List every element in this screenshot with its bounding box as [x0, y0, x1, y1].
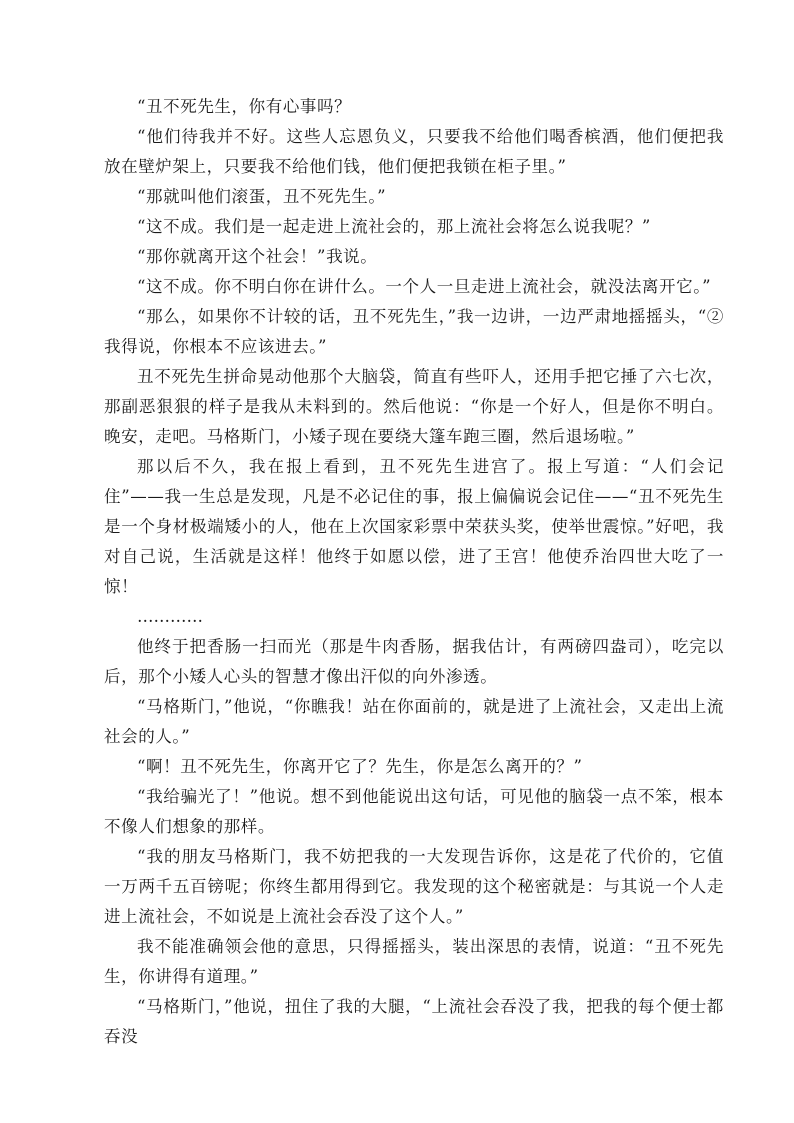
paragraph: “我给骗光了！”他说。想不到他能说出这句话，可见他的脑袋一点不笨，根本不像人们想象的那样。 [104, 787, 724, 836]
paragraph: “丑不死先生，你有心事吗？ [137, 97, 352, 116]
paragraph: 那以后不久，我在报上看到，丑不死先生进宫了。报上写道：“人们会记住”——我一生总是发现，凡是不必记住的事，报上偏偏说会记住——“丑不死先生是一个身材极端矮小的人，他在上次国家彩票中荣获头奖，使举世震惊。”好吧，我对自己说，生活就是这样！他终于如愿以偿，进了王宫！他使乔治四世大吃了一惊！ [104, 457, 724, 596]
paragraph: “我的朋友马格斯门，我不妨把我的一大发现告诉你，这是花了代价的，它值一万两千五百镑呢；你终生都用得到它。我发现的这个秘密就是：与其说一个人走进上流社会，不如说是上流社会吞没了这个人。” [104, 847, 724, 926]
section-break-ellipsis: ………… [137, 607, 203, 626]
paragraph: “他们待我并不好。这些人忘恩负义，只要我不给他们喝香槟酒，他们便把我放在壁炉架上，只要我不给他们钱，他们便把我锁在柜子里。” [104, 127, 724, 176]
paragraph: “啊！丑不死先生，你离开它了？先生，你是怎么离开的？” [137, 757, 583, 776]
paragraph: “这不成。你不明白你在讲什么。一个人一旦走进上流社会，就没法离开它。” [137, 277, 712, 296]
paragraph: 我不能准确领会他的意思，只得摇摇头，装出深思的表情，说道：“丑不死先生，你讲得有道理。” [104, 937, 724, 986]
paragraph: “马格斯门，”他说，“你瞧我！站在你面前的，就是进了上流社会，又走出上流社会的人。” [104, 697, 724, 746]
paragraph: 他终于把香肠一扫而光（那是牛肉香肠，据我估计，有两磅四盎司），吃完以后，那个小矮人心头的智慧才像出汗似的向外渗透。 [104, 637, 724, 686]
paragraph: 丑不死先生拼命晃动他那个大脑袋，简直有些吓人，还用手把它捶了六七次，那副恶狠狠的样子是我从未料到的。然后他说：“你是一个好人，但是你不明白。晚安，走吧。马格斯门，小矮子现在要绕大篷车跑三圈，然后退场啦。” [104, 367, 724, 446]
paragraph: “那么，如果你不计较的话，丑不死先生，”我一边讲，一边严肃地摇摇头，“②我得说，你根本不应该进去。” [104, 307, 724, 356]
paragraph: “那就叫他们滚蛋，丑不死先生。” [137, 187, 387, 206]
story-text [104, 92, 724, 1052]
paragraph: “马格斯门，”他说，扭住了我的大腿，“上流社会吞没了我，把我的每个便士都吞没 [104, 997, 724, 1046]
paragraph: “这不成。我们是一起走进上流社会的，那上流社会将怎么说我呢？” [137, 217, 651, 236]
paragraph: “那你就离开这个社会！”我说。 [137, 247, 378, 266]
